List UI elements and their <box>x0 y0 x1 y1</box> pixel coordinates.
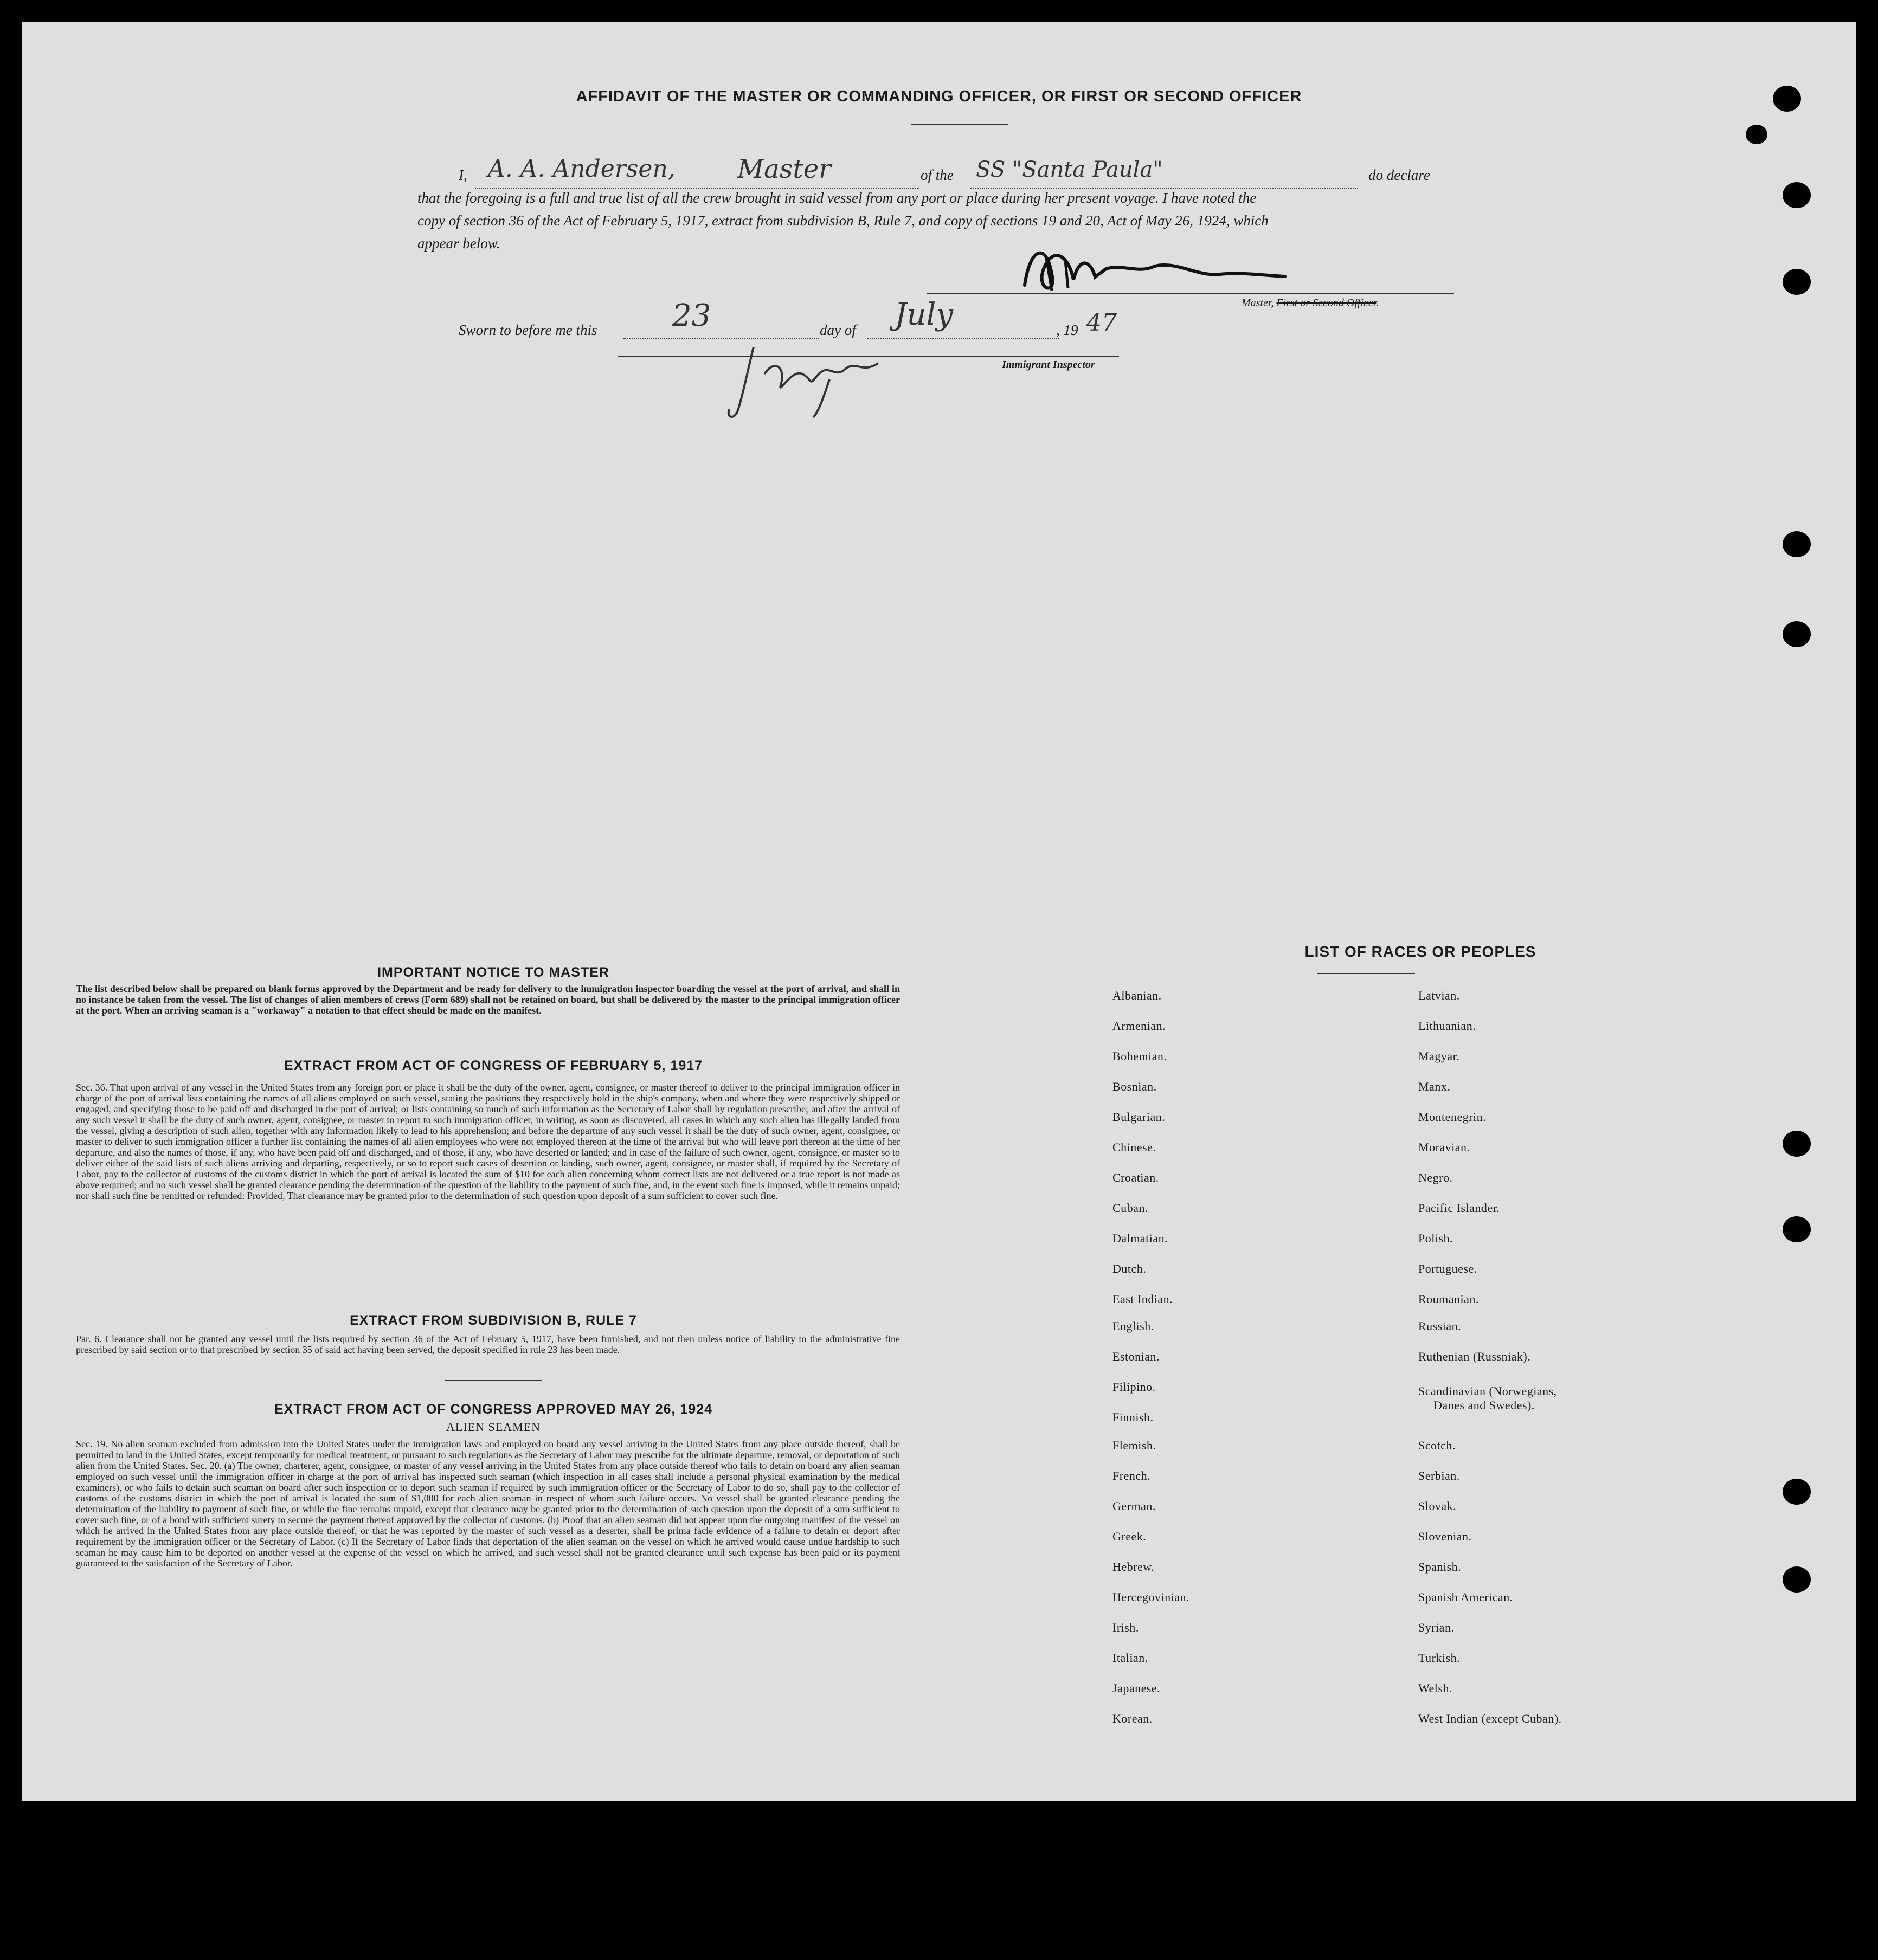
race-item: Serbian. <box>1418 1469 1460 1482</box>
races-list-title: LIST OF RACES OR PEOPLES <box>1304 943 1536 960</box>
race-item: Bosnian. <box>1112 1080 1157 1093</box>
race-item: Negro. <box>1418 1171 1453 1184</box>
race-item: Portuguese. <box>1418 1262 1477 1275</box>
race-item: Scandinavian (Norwegians, <box>1418 1384 1557 1398</box>
inspector-caption: Immigrant Inspector <box>1002 359 1095 371</box>
master-signature <box>1014 236 1296 301</box>
race-item: Moravian. <box>1418 1140 1470 1154</box>
punch-hole <box>1783 1479 1811 1505</box>
race-item: German. <box>1112 1499 1156 1513</box>
race-item: Ruthenian (Russniak). <box>1418 1350 1531 1363</box>
extract-1924-text: Sec. 19. No alien seaman excluded from admission into the United States under the immigration laws and employed on board any vessel arriving in the United States from any place outside thereof, shall be permitted to land in the United States, except temporarily for medical treatment, or pursuant to such regulations as the Secretary of Labor may prescribe for the ultimate departure, removal, or deportation of such alien from the United States. Sec. 20. (a) The owner, charterer, agent, consignee, or master of any vessel arriving in the United States from any place outside thereof who fails to detain on board any alien seaman employed on such vessel until the immigration officer in charge at the port of arrival has inspected such seaman (which inspection in all cases shall include a personal physical examination by the medical examiners), or who fails to detain such seaman on board after such inspection or to deport such seaman if required by such immigration officer or the Secretary of Labor to do so, shall pay to the collector of customs of the customs district in which the port of arrival is located the sum of $1,000 for each alien seaman in respect of whom such failure occurs. No vessel shall be granted clearance pending the determination of the liability to payment of such fine, or while the fine remains unpaid, except that clearance may be granted prior to the determination of such question upon the deposit of a sum sufficient to cover such fine, or of a bond with sufficient surety to secure the payment thereof approved by the collector of customs. (b) Proof that an alien seaman did not appear upon the outgoing manifest of the vessel on which he arrived in the United States from any place outside thereof, or that he was reported by the master of such vessel as a deserter, shall be prima facie evidence of a failure to detain or deport after requirement by the immigration officer or the Secretary of Labor. (c) If the Secretary of Labor finds that deportation of the alien seaman on the vessel on which he arrived would cause undue hardship to such seaman he may cause him to be deported on another vessel at the expense of the vessel on which he arrived, and such vessel shall not be granted clearance until such expense has been paid or its payment guaranteed to the satisfaction of the Secretary of Labor. <box>76 1439 900 1569</box>
punch-hole <box>1783 621 1811 647</box>
race-item: Slovak. <box>1418 1499 1457 1513</box>
race-item: Irish. <box>1112 1621 1139 1634</box>
signature-line <box>927 293 1454 294</box>
race-item: Finnish. <box>1112 1410 1154 1424</box>
affidavit-title: AFFIDAVIT OF THE MASTER OR COMMANDING OFFICER, OR FIRST OR SECOND OFFICER <box>576 88 1302 105</box>
title-divider <box>911 124 1008 125</box>
race-item: Turkish. <box>1418 1651 1461 1665</box>
day-handwritten: 23 <box>672 298 711 333</box>
extract-1924-title: EXTRACT FROM ACT OF CONGRESS APPROVED MAY 26, 1924 <box>274 1402 713 1417</box>
race-item: Syrian. <box>1418 1621 1455 1634</box>
race-item: Chinese. <box>1112 1140 1156 1154</box>
race-item: Dutch. <box>1112 1262 1147 1275</box>
race-item: Dalmatian. <box>1112 1232 1168 1245</box>
position-handwritten: Master <box>737 154 832 184</box>
race-item: Japanese. <box>1112 1681 1161 1695</box>
punch-hole <box>1783 1131 1811 1157</box>
race-item: Hercegovinian. <box>1112 1590 1189 1604</box>
alien-seamen-subtitle: ALIEN SEAMEN <box>446 1420 541 1434</box>
race-item: Bohemian. <box>1112 1049 1167 1063</box>
affidavit-line-2: that the foregoing is a full and true list of all the crew brought in said vessel from any port or place during her present voyage. I have noted the <box>417 190 1257 206</box>
race-item: Hebrew. <box>1112 1560 1155 1574</box>
race-item: Cuban. <box>1112 1201 1148 1215</box>
punch-hole <box>1783 1216 1811 1242</box>
do-declare-label: do declare <box>1368 167 1430 183</box>
race-item: West Indian (except Cuban). <box>1418 1712 1562 1725</box>
vessel-handwritten: SS "Santa Paula" <box>976 157 1163 182</box>
race-item: Italian. <box>1112 1651 1148 1665</box>
inspector-signature <box>705 336 911 423</box>
of-the-label: of the <box>921 167 954 183</box>
year-handwritten: 47 <box>1086 309 1117 337</box>
race-item: Danes and Swedes). <box>1433 1398 1535 1412</box>
race-item: Montenegrin. <box>1418 1110 1487 1124</box>
inspector-line <box>618 356 1119 357</box>
race-item: Slovenian. <box>1418 1530 1472 1543</box>
punch-hole <box>1783 269 1811 295</box>
race-item: Pacific Islander. <box>1418 1201 1500 1215</box>
document-sheet <box>22 22 1856 1801</box>
race-item: Russian. <box>1418 1319 1462 1333</box>
race-item: East Indian. <box>1112 1292 1173 1306</box>
race-item: Filipino. <box>1112 1380 1156 1394</box>
important-notice-title: IMPORTANT NOTICE TO MASTER <box>377 965 609 980</box>
day-of-label: day of <box>820 322 856 338</box>
important-notice-text: The list described below shall be prepared on blank forms approved by the Department and be ready for delivery to the immigration inspector boarding the vessel at the port of arrival, and shall in no instance be taken from the vessel. The list of changes of alien members of crews (Form 689) shall not be retained on board, but shall be delivered by the master to the principal immigration officer at the port. When an arriving seaman is a "workaway" a notation to that effect should be made on the manifest. <box>76 983 900 1016</box>
race-item: Polish. <box>1418 1232 1453 1245</box>
extract-1917-title: EXTRACT FROM ACT OF CONGRESS OF FEBRUARY 5, 1917 <box>284 1058 703 1073</box>
race-item: Lithuanian. <box>1418 1019 1476 1033</box>
punch-hole <box>1783 531 1811 557</box>
race-item: Armenian. <box>1112 1019 1166 1033</box>
race-item: Flemish. <box>1112 1439 1156 1452</box>
year-prefix: , 19 <box>1056 322 1078 338</box>
sworn-label: Sworn to before me this <box>459 322 597 338</box>
extract-rule7-title: EXTRACT FROM SUBDIVISION B, RULE 7 <box>350 1313 637 1328</box>
punch-hole <box>1773 86 1801 112</box>
races-title-divider <box>1317 973 1415 974</box>
race-item: Spanish American. <box>1418 1590 1513 1604</box>
race-item: Magyar. <box>1418 1049 1460 1063</box>
race-item: French. <box>1112 1469 1151 1482</box>
race-item: Spanish. <box>1418 1560 1462 1574</box>
race-item: Estonian. <box>1112 1350 1160 1363</box>
name-handwritten: A. A. Andersen, <box>488 155 676 183</box>
race-item: Croatian. <box>1112 1171 1159 1184</box>
race-item: Greek. <box>1112 1530 1147 1543</box>
extract-1917-text: Sec. 36. That upon arrival of any vessel in the United States from any foreign port or place it shall be the duty of the owner, agent, consignee, or master thereof to deliver to the principal immigration officer in charge of the port of arrival lists containing the names of all aliens employed on such vessel, stating the positions they respectively hold in the ship's company, when and where they were respectively shipped or engaged, and specifying those to be paid off and discharged in the port of arrival; or lists containing so much of such information as the Secretary of Labor shall by regulation prescribe; and after the arrival of any such vessel it shall be the duty of such owner, agent, consignee, or master to report to such immigration officer, in writing, as soon as discovered, all cases in which any such alien has illegally landed from the vessel, giving a description of such alien, together with any information likely to lead to his apprehension; and before the departure of any such vessel it shall be the duty of such owner, agent, consignee, or master to deliver to such immigration officer a further list containing the names of all alien employees who were not employed thereon at the time of the arrival but who will leave port thereon at the time of her departure, and also the names of those, if any, who have been paid off and discharged, and of those, if any, who have deserted or landed; and in case of the failure of such owner, agent, consignee, or master so to deliver either of the said lists of such aliens arriving and departing, respectively, or so to report such cases of desertion or landing, such owner, agent, consignee, or master shall, if required by the Secretary of Labor, pay to the collector of customs of the customs district in which the port of arrival is located the sum of $10 for each alien concerning whom correct lists are not delivered or a true report is not made as above required; and no such vessel shall be granted clearance pending the determination of the question of the liability to the payment of such fine, and, in the event such fine is imposed, while it remains unpaid; nor shall such fine be remitted or refunded: Provided, That clearance may be granted prior to the determination of such question upon deposit of a sum sufficient to cover such fine. <box>76 1082 900 1201</box>
race-item: Manx. <box>1418 1080 1451 1093</box>
punch-hole <box>1783 1566 1811 1592</box>
punch-hole <box>1783 182 1811 208</box>
race-item: Latvian. <box>1418 989 1460 1002</box>
month-handwritten: July <box>895 297 954 332</box>
race-item: English. <box>1112 1319 1154 1333</box>
race-item: Scotch. <box>1418 1439 1456 1452</box>
race-item: Roumanian. <box>1418 1292 1479 1306</box>
punch-hole <box>1746 125 1767 144</box>
race-item: Bulgarian. <box>1112 1110 1166 1124</box>
affidavit-line-4: appear below. <box>417 235 500 252</box>
race-item: Welsh. <box>1418 1681 1452 1695</box>
i-label: I, <box>459 167 467 183</box>
extract-rule7-text: Par. 6. Clearance shall not be granted any vessel until the lists required by section 36 of the Act of February 5, 1917, have been furnished, and not then unless notice of liability to the administrative fine prescribed by said section or to that prescribed by section 35 of said act having been served, the deposit specified in rule 23 has been made. <box>76 1333 900 1355</box>
race-item: Albanian. <box>1112 989 1162 1002</box>
affidavit-line-3: copy of section 36 of the Act of February 5, 1917, extract from subdivision B, Rule 7, and copy of sections 19 and 20, Act of May 26, 1924, which <box>417 212 1269 229</box>
signature-caption: Master, First or Second Officer. <box>1242 297 1379 309</box>
section-divider <box>445 1380 542 1381</box>
race-item: Korean. <box>1112 1712 1153 1725</box>
